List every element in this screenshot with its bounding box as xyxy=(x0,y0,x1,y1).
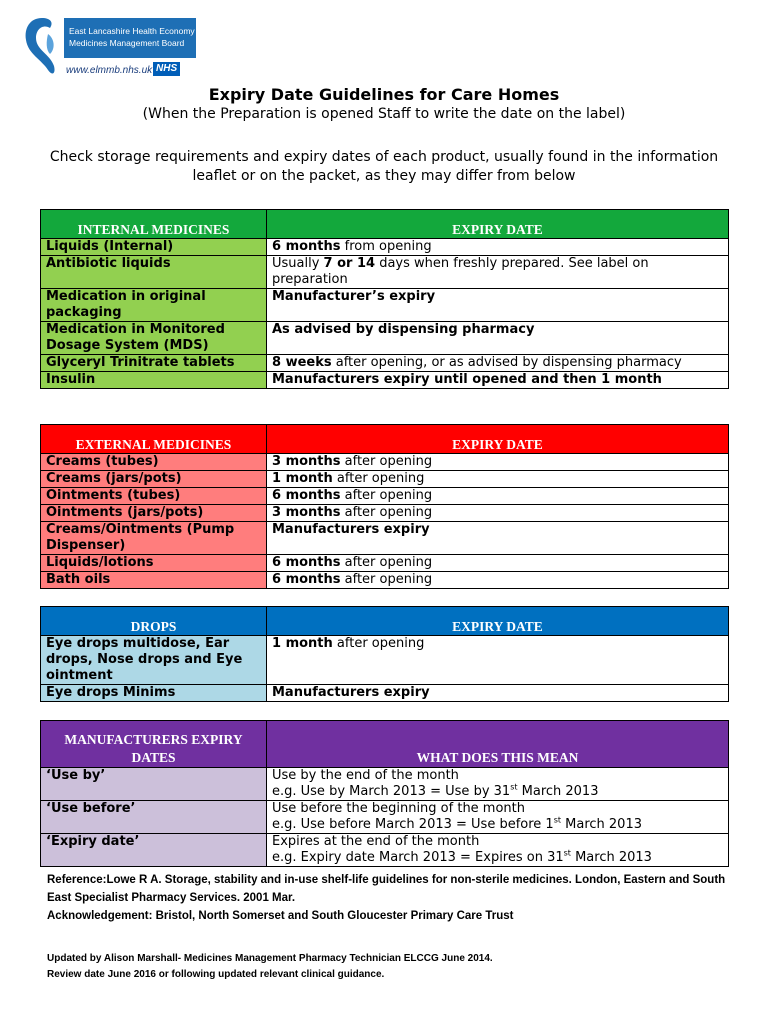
row-label: ‘Use by’ xyxy=(41,768,267,801)
page-subtitle: (When the Preparation is opened Staff to write the date on the label) xyxy=(142,106,626,122)
row-value: 6 months from opening xyxy=(267,239,729,256)
org-name: East Lancashire Health Economy Medicines Management Board xyxy=(64,18,196,58)
row-value: As advised by dispensing pharmacy xyxy=(267,322,729,355)
row-value: Expires at the end of the month e.g. Expiry date March 2013 = Expires on 31st March 2013 xyxy=(267,834,729,867)
intro-text: Check storage requirements and expiry dates of each product, usually found in the information leaflet or on the packet, as they may differ from below xyxy=(49,149,719,184)
row-value: 3 months after opening xyxy=(267,454,729,471)
header xyxy=(22,14,195,78)
row-value: 6 months after opening xyxy=(267,572,729,589)
table-row xyxy=(41,239,729,256)
table-row xyxy=(41,289,729,322)
row-value: Use by the end of the month e.g. Use by March 2013 = Use by 31st March 2013 xyxy=(267,768,729,801)
row-value: 1 month after opening xyxy=(267,471,729,488)
table-row xyxy=(41,372,729,389)
row-label: Insulin xyxy=(41,372,267,389)
row-label: Medication in original packaging xyxy=(41,289,267,322)
table-header-expiry: EXPIRY DATE xyxy=(267,607,729,636)
row-label: Liquids/lotions xyxy=(41,555,267,572)
row-value: Usually 7 or 14 days when freshly prepared. See label on preparation xyxy=(267,256,729,289)
reference-text: Reference:Lowe R A. Storage, stability and in-use shelf-life guidelines for non-sterile medicines. London, Eastern and South East Specialist Pharmacy Services. 2001 Mar. xyxy=(47,874,726,904)
row-value: Manufacturer’s expiry xyxy=(267,289,729,322)
table-header-category: DROPS xyxy=(41,607,267,636)
internal-medicines-table xyxy=(40,209,729,389)
row-label: Creams (tubes) xyxy=(41,454,267,471)
row-label: Eye drops Minims xyxy=(41,685,267,702)
row-value: 8 weeks after opening, or as advised by dispensing pharmacy xyxy=(267,355,729,372)
table-row xyxy=(41,322,729,355)
table-row xyxy=(41,355,729,372)
manufacturers-expiry-table xyxy=(40,720,729,867)
external-medicines-table xyxy=(40,424,729,589)
drops-table xyxy=(40,606,729,702)
row-value: 6 months after opening xyxy=(267,488,729,505)
table-row xyxy=(41,572,729,589)
row-label: Medication in Monitored Dosage System (MDS) xyxy=(41,322,267,355)
row-label: Antibiotic liquids xyxy=(41,256,267,289)
update-notes xyxy=(47,951,737,983)
table-header-category: EXTERNAL MEDICINES xyxy=(41,425,267,454)
table-row xyxy=(41,685,729,702)
elmmb-logo-icon xyxy=(22,14,62,78)
row-label: Ointments (tubes) xyxy=(41,488,267,505)
table-header-category: MANUFACTURERS EXPIRY DATES xyxy=(41,721,267,768)
row-value: Use before the beginning of the month e.g. Use before March 2013 = Use before 1st March 2013 xyxy=(267,801,729,834)
table-header-category: INTERNAL MEDICINES xyxy=(41,210,267,239)
reference-notes xyxy=(47,871,737,925)
table-row xyxy=(41,256,729,289)
updated-by-text: Updated by Alison Marshall- Medicines Management Pharmacy Technician ELCCG June 2014. xyxy=(47,953,493,964)
table-row xyxy=(41,505,729,522)
row-label: Eye drops multidose, Ear drops, Nose drops and Eye ointment xyxy=(41,636,267,685)
row-label: Creams/Ointments (Pump Dispenser) xyxy=(41,522,267,555)
table-row xyxy=(41,471,729,488)
row-value: Manufacturers expiry xyxy=(267,685,729,702)
table-header-expiry: EXPIRY DATE xyxy=(267,425,729,454)
table-row xyxy=(41,454,729,471)
row-label: Ointments (jars/pots) xyxy=(41,505,267,522)
row-label: Bath oils xyxy=(41,572,267,589)
table-row xyxy=(41,522,729,555)
row-label: Glyceryl Trinitrate tablets xyxy=(41,355,267,372)
table-row xyxy=(41,768,729,801)
table-row xyxy=(41,555,729,572)
page-title: Expiry Date Guidelines for Care Homes xyxy=(208,85,560,104)
table-row xyxy=(41,488,729,505)
row-value: 6 months after opening xyxy=(267,555,729,572)
row-value: 3 months after opening xyxy=(267,505,729,522)
acknowledgement-text: Acknowledgement: Bristol, North Somerset and South Gloucester Primary Care Trust xyxy=(47,910,514,922)
nhs-logo: NHS xyxy=(153,62,180,76)
table-row xyxy=(41,801,729,834)
row-value: Manufacturers expiry until opened and then 1 month xyxy=(267,372,729,389)
website-link[interactable]: www.elmmb.nhs.uk xyxy=(66,65,153,76)
table-row xyxy=(41,834,729,867)
row-label: ‘Use before’ xyxy=(41,801,267,834)
row-value: 1 month after opening xyxy=(267,636,729,685)
review-date-text: Review date June 2016 or following updated relevant clinical guidance. xyxy=(47,969,385,980)
row-label: Liquids (Internal) xyxy=(41,239,267,256)
table-header-expiry: EXPIRY DATE xyxy=(267,210,729,239)
row-label: ‘Expiry date’ xyxy=(41,834,267,867)
table-row xyxy=(41,636,729,685)
table-header-meaning: WHAT DOES THIS MEAN xyxy=(267,721,729,768)
row-value: Manufacturers expiry xyxy=(267,522,729,555)
row-label: Creams (jars/pots) xyxy=(41,471,267,488)
